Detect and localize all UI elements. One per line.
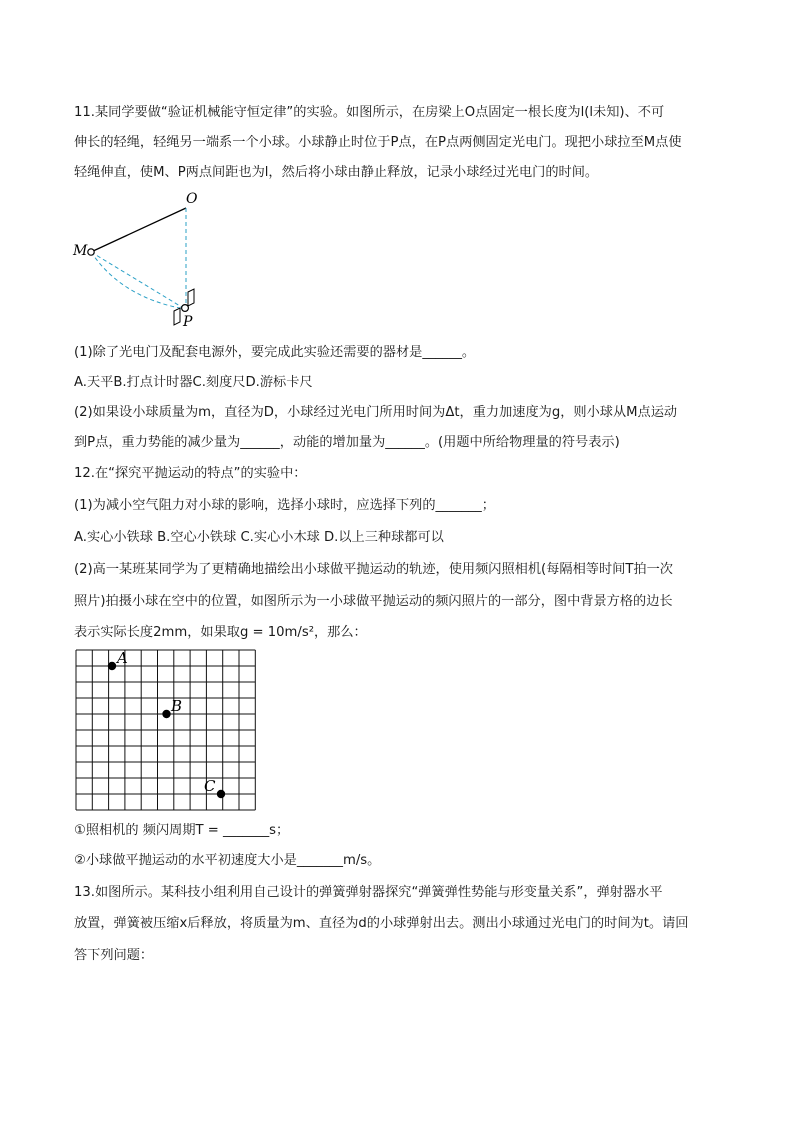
point-b bbox=[162, 710, 170, 718]
label-p: P bbox=[183, 314, 193, 330]
q11-part1-options: A.天平B.打点计时器C.刻度尺D.游标卡尺 bbox=[74, 375, 313, 390]
flash-photo-grid bbox=[74, 648, 264, 814]
label-m: M bbox=[73, 243, 88, 259]
label-a: A bbox=[117, 649, 128, 667]
q12-part1-options: A.实心小铁球 B.空心小铁球 C.实心小木球 D.以上三种球都可以 bbox=[74, 530, 444, 545]
q12-sub1: ①照相机的 频闪周期T = _______s； bbox=[74, 823, 290, 838]
pendulum-figure bbox=[70, 188, 210, 332]
q12-part2-line-3: 表示实际长度2mm，如果取g = 10m/s²，那么： bbox=[74, 625, 367, 640]
q13-stem-line-3: 答下列问题： bbox=[74, 948, 154, 963]
q12-part2-line-2: 照片)拍摄小球在空中的位置，如图所示为一小球做平抛运动的频闪照片的一部分，图中背景方格的边长 bbox=[74, 594, 673, 609]
q11-stem-line-3: 轻绳伸直，使M、P两点间距也为l，然后将小球由静止释放，记录小球经过光电门的时间。 bbox=[74, 165, 599, 180]
q11-part2-line-2: 到P点，重力势能的减少量为______，动能的增加量为______。(用题中所给物理量的符号表示) bbox=[74, 435, 620, 450]
label-b: B bbox=[171, 697, 183, 715]
q11-part1: (1)除了光电门及配套电源外，要完成此实验还需要的器材是______。 bbox=[74, 345, 476, 360]
q11-part2-line-1: (2)如果设小球质量为m，直径为D，小球经过光电门所用时间为Δt，重力加速度为g，则小球从M点运动 bbox=[74, 405, 678, 420]
label-o: O bbox=[186, 191, 198, 207]
q13-stem-line-1: 13.如图所示。某科技小组利用自己设计的弹簧弹射器探究“弹簧弹性势能与形变量关系”，弹射器水平 bbox=[74, 885, 663, 900]
point-a bbox=[108, 662, 116, 670]
q12-part2-line-1: (2)高一某班某同学为了更精确地描绘出小球做平抛运动的轨迹，使用频闪照相机(每隔相等时间T拍一次 bbox=[74, 562, 673, 577]
q11-stem-line-1: 11.某同学要做“验证机械能守恒定律”的实验。如图所示，在房梁上O点固定一根长度为l(l未知)、不可 bbox=[74, 105, 665, 120]
q11-stem-line-2: 伸长的轻绳，轻绳另一端系一个小球。小球静止时位于P点，在P点两侧固定光电门。现把小球拉至M点使 bbox=[74, 135, 682, 150]
q12-stem: 12.在“探究平抛运动的特点”的实验中： bbox=[74, 466, 307, 481]
q12-sub2: ②小球做平抛运动的水平初速度大小是_______m/s。 bbox=[74, 853, 381, 868]
point-c bbox=[217, 790, 225, 798]
q12-part1: (1)为减小空气阻力对小球的影响，选择小球时，应选择下列的_______； bbox=[74, 498, 495, 513]
label-c: C bbox=[204, 777, 216, 795]
q13-stem-line-2: 放置，弹簧被压缩x后释放，将质量为m、直径为d的小球弹射出去。测出小球通过光电门的时间为t。请回 bbox=[74, 916, 689, 931]
